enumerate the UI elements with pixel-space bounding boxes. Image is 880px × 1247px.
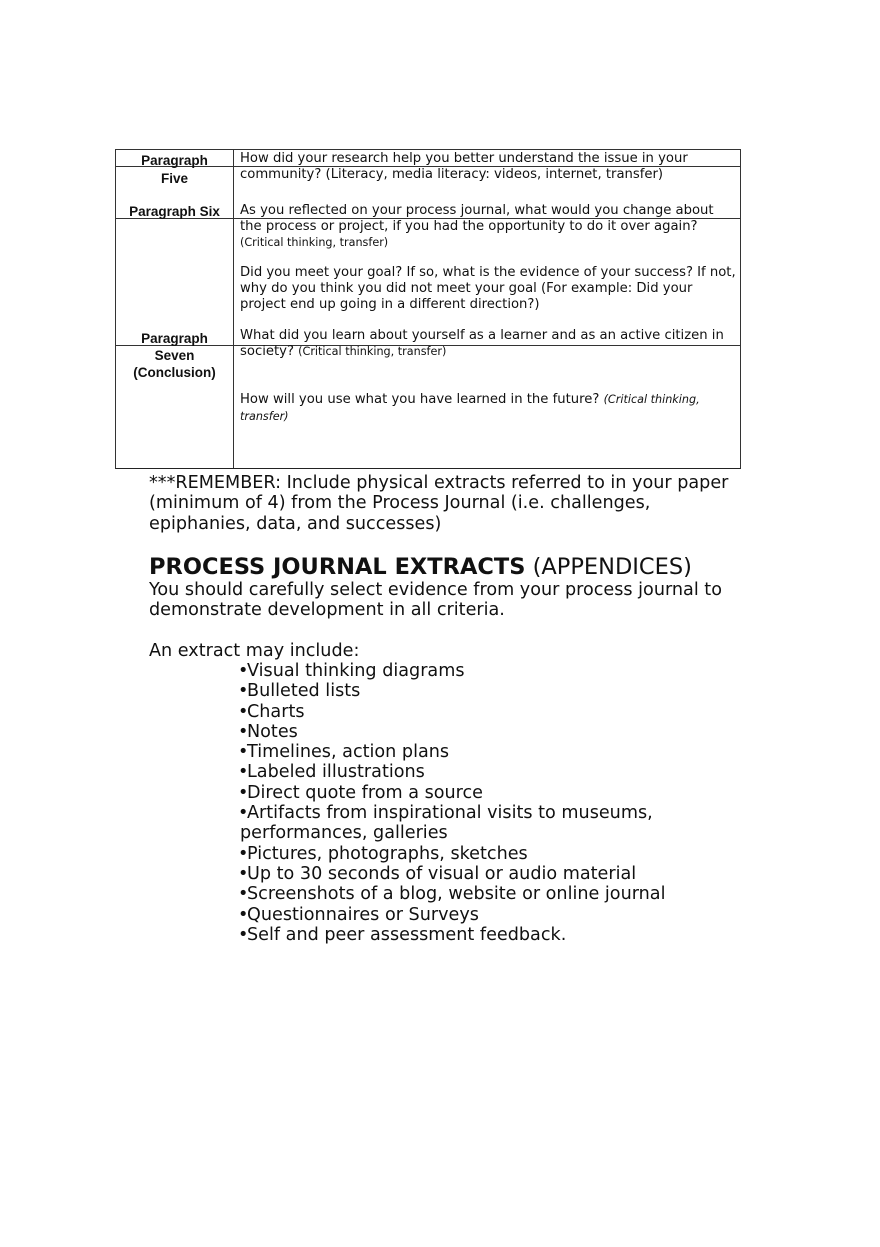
question-text: How will you use what you have learned in the future? (Critical thinking, transfer)	[240, 392, 700, 423]
question-text: As you reflected on your process journal, what would you change about the process or project, if you had the opportunity to do it over again? (Critical thinking, transfer)	[240, 203, 714, 249]
row-label: Five	[160, 171, 188, 186]
row-label: Seven	[154, 348, 195, 363]
list-item-continuation: performances, galleries	[240, 823, 448, 844]
criteria-note: (Critical thinking, transfer)	[298, 345, 447, 358]
question-text: How did your research help you better understand the issue in your community? (Literacy, media literacy: videos, internet, transfer)	[240, 151, 688, 182]
section-intro: You should carefully select evidence from your process journal to demonstrate development in all criteria.	[149, 580, 722, 621]
list-item: • Pictures, photographs, sketches	[238, 843, 528, 864]
row-label: Paragraph	[141, 153, 208, 168]
list-intro: An extract may include:	[149, 641, 360, 661]
list-item: • Questionnaires or Surveys	[238, 904, 479, 925]
section-heading: PROCESS JOURNAL EXTRACTS (APPENDICES)	[149, 554, 692, 580]
list-item: • Charts	[238, 701, 305, 722]
paragraph-guide-table	[115, 149, 741, 469]
table-column-divider	[233, 150, 234, 468]
list-item: • Bulleted lists	[238, 681, 361, 702]
list-item: • Notes	[238, 721, 298, 742]
list-item: • Screenshots of a blog, website or online journal	[238, 884, 666, 905]
list-item: • Timelines, action plans	[238, 742, 450, 763]
list-item: • Self and peer assessment feedback.	[238, 924, 567, 945]
criteria-note: (Critical thinking, transfer)	[240, 236, 389, 249]
row-label: Paragraph Six	[129, 204, 220, 219]
row-label: (Conclusion)	[133, 365, 216, 380]
reminder-note: ***REMEMBER: Include physical extracts referred to in your paper (minimum of 4) from the Process Journal (i.e. challenges, epiphanies, data, and successes)	[149, 473, 729, 534]
row-label: Paragraph	[141, 331, 208, 346]
list-item: • Up to 30 seconds of visual or audio material	[238, 863, 637, 884]
question-text: What did you learn about yourself as a learner and as an active citizen in society? (Critical thinking, transfer)	[240, 328, 724, 359]
list-item: • Direct quote from a source	[238, 782, 484, 803]
extract-list	[238, 661, 665, 945]
criteria-note: (Critical thinking, transfer)	[240, 393, 700, 423]
list-item: • Artifacts from inspirational visits to museums,	[238, 803, 653, 824]
question-text: Did you meet your goal? If so, what is the evidence of your success? If not, why do you think you did not meet your goal (For example: Did your project end up going in a different direction?)	[240, 265, 736, 312]
list-item: • Visual thinking diagrams	[238, 661, 465, 681]
list-item: • Labeled illustrations	[238, 762, 425, 783]
